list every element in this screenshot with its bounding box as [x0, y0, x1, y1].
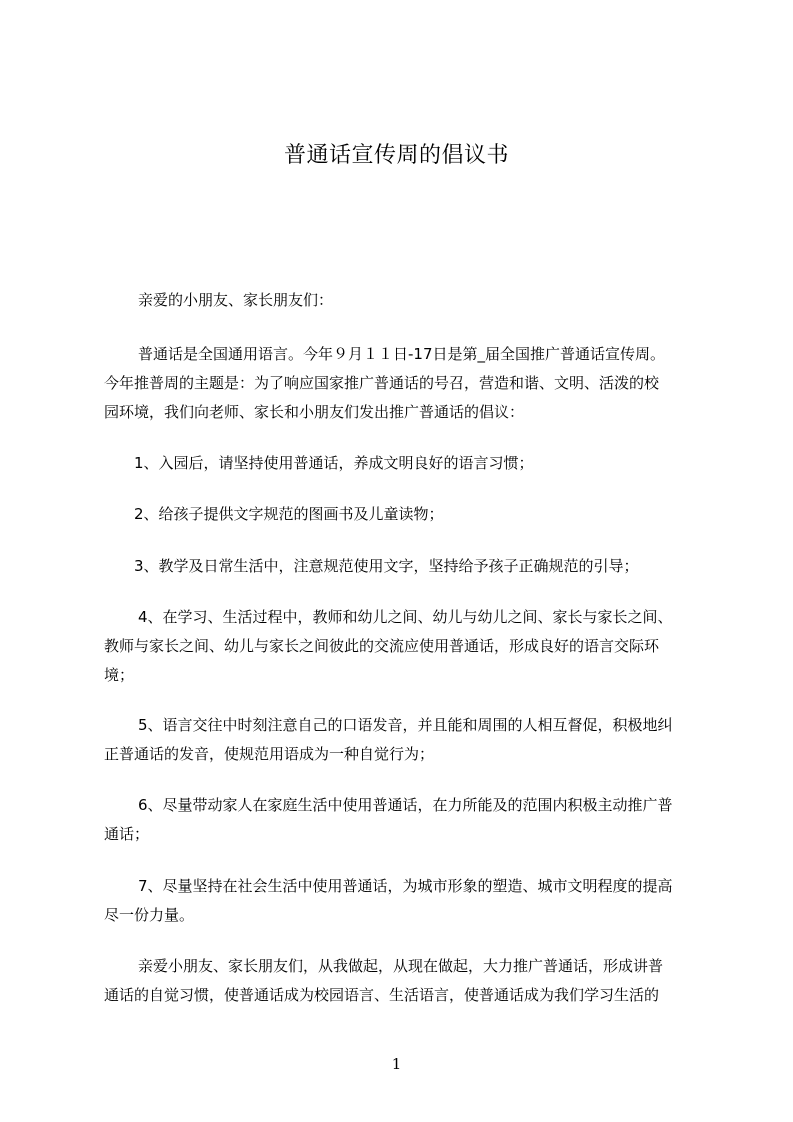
document-title: 普通话宣传周的倡议书: [283, 143, 509, 168]
item-1-paragraph: [104, 449, 712, 478]
item-5-line-1: 5、语言交往中时刻注意自己的口语发音，并且能和周围的人相互督促，积极地纠: [138, 716, 673, 734]
item-3-line-1: 3、教学及日常生活中，注意规范使用文字，坚持给予孩子正确规范的引导；: [134, 557, 639, 575]
intro-paragraph: [104, 340, 712, 427]
intro-line-1: 普通话是全国通用语言。今年９月１１日-17日是第_届全国推广普通话宣传周。: [138, 345, 666, 363]
greeting-paragraph: [104, 286, 712, 315]
item-6-paragraph: [104, 791, 712, 849]
item-7-line-1: 7、尽量坚持在社会生活中使用普通话，为城市形象的塑造、城市文明程度的提高: [138, 877, 673, 895]
item-3-paragraph: [104, 552, 712, 581]
item-5-line-2: 正普通话的发音，使规范用语成为一种自觉行为；: [104, 745, 435, 763]
item-1-line-1: 1、入园后，请坚持使用普通话，养成文明良好的语言习惯；: [134, 454, 534, 472]
page-number: 1: [391, 1055, 402, 1073]
intro-line-2: 今年推普周的主题是：为了响应国家推广普通话的号召，营造和谐、文明、活泼的校: [104, 374, 660, 392]
item-4-line-1: 4、在学习、生活过程中，教师和幼儿之间、幼儿与幼儿之间、家长与家长之间、: [138, 608, 673, 626]
closing-paragraph: [104, 952, 712, 1010]
closing-line-2: 通话的自觉习惯，使普通话成为校园语言、生活语言，使普通话成为我们学习生活的: [104, 986, 660, 1004]
closing-line-1: 亲爱小朋友、家长朋友们，从我做起，从现在做起，大力推广普通话，形成讲普: [138, 957, 664, 975]
intro-line-3: 园环境，我们向老师、家长和小朋友们发出推广普通话的倡议：: [104, 403, 525, 421]
item-2-line-1: 2、给孩子提供文字规范的图画书及儿童读物；: [134, 505, 444, 523]
item-7-paragraph: [104, 872, 712, 930]
item-6-line-1: 6、尽量带动家人在家庭生活中使用普通话，在力所能及的范围内积极主动推广普: [138, 796, 673, 814]
item-7-line-2: 尽一份力量。: [104, 906, 195, 924]
item-6-line-2: 通话；: [104, 825, 150, 843]
item-5-paragraph: [104, 711, 712, 769]
item-2-paragraph: [104, 500, 712, 529]
item-4-line-2: 教师与家长之间、幼儿与家长之间彼此的交流应使用普通话，形成良好的语言交际环: [104, 637, 660, 655]
item-4-paragraph: [104, 603, 712, 690]
item-4-line-3: 境；: [104, 666, 135, 684]
greeting-line: 亲爱的小朋友、家长朋友们：: [138, 291, 334, 309]
